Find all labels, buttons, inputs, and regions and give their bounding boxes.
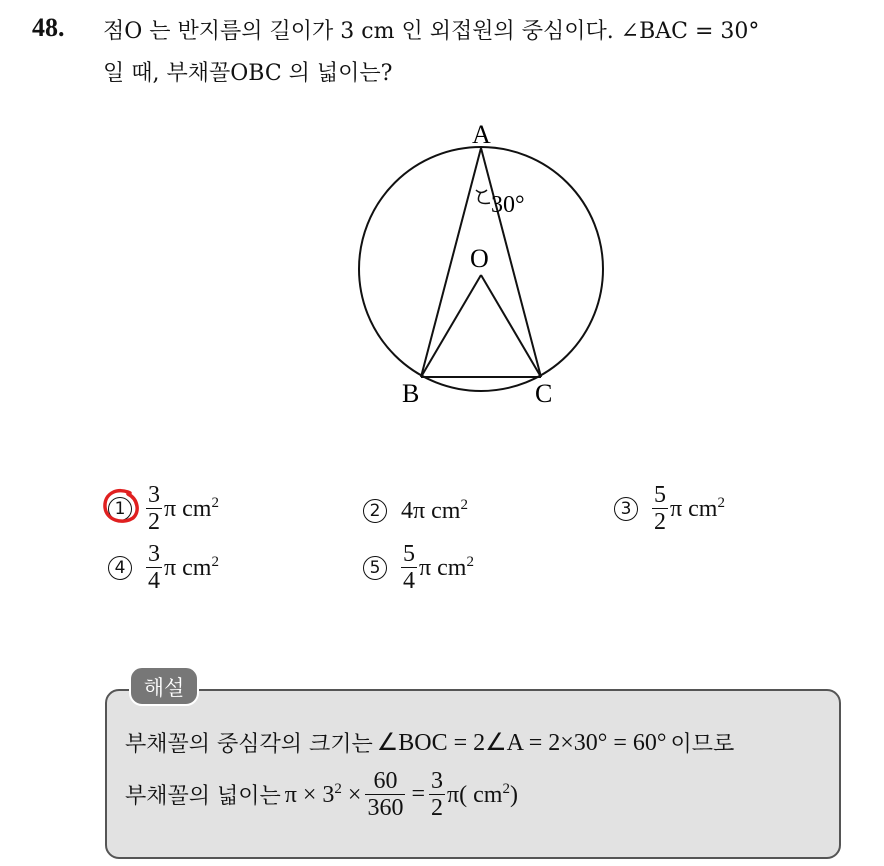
choice-number-3: 3 (614, 497, 638, 521)
choice-4-unit: π $cm^2$ (164, 553, 219, 581)
choice-5-unit: π $cm^2$ (419, 553, 474, 581)
angle-label: 30° (491, 192, 525, 218)
choice-number-5: 5 (363, 556, 387, 580)
solution-fraction-3-2: $\frac{3}{2}$ (431, 768, 444, 821)
question-text-line1: 점O 는 반지름의 길이가 3 cm 인 외접원의 중심이다. ∠BAC = 30° (103, 19, 760, 44)
choice-3[interactable] (614, 482, 725, 535)
choice-3-unit: π $cm^2$ (670, 494, 725, 522)
choice-5[interactable] (363, 541, 474, 594)
angle-arc (476, 190, 487, 193)
question-number: 48. (32, 13, 65, 42)
solution-line-1 (125, 727, 734, 758)
choice-number-1: 1 (108, 497, 132, 521)
choice-2[interactable] (363, 497, 468, 525)
solution-tab: 해설 (129, 666, 199, 706)
choice-1-fraction: $\frac{3}{2}$ (148, 482, 160, 535)
solution-line2-expr-a: $\pi \times 3^2$ × (284, 780, 362, 808)
solution-line2-text: 부채꼴의 넓이는 (125, 784, 281, 809)
solution-equals: = (411, 781, 426, 807)
label-A: A (472, 120, 491, 149)
choice-3-fraction: $\frac{5}{2}$ (654, 482, 666, 535)
angle-pointer (478, 192, 490, 203)
circle-figure (340, 115, 630, 415)
solution-line2-expr-b: π( $cm^2$) (447, 780, 518, 808)
selected-answer-mark (100, 487, 142, 527)
choice-4-fraction: $\frac{3}{4}$ (148, 541, 160, 594)
choice-2-value: 4π $cm^2$ (401, 497, 468, 524)
label-C: C (535, 379, 553, 408)
segment-AC (481, 148, 541, 377)
choice-4[interactable] (108, 541, 219, 594)
choice-number-2: 2 (363, 499, 387, 523)
choice-5-fraction: $\frac{5}{4}$ (403, 541, 415, 594)
segment-OB (421, 275, 481, 377)
solution-line-2 (125, 768, 522, 821)
solution-line1-tail: 이므로 (670, 732, 735, 757)
solution-fraction-60-360: $\frac{60}{360}$ (367, 768, 404, 821)
segment-OC (481, 275, 541, 377)
label-B: B (402, 379, 420, 408)
choice-number-4: 4 (108, 556, 132, 580)
question-text-line2: 일 때, 부채꼴OBC 의 넓이는? (103, 61, 393, 86)
choice-1-unit: π $cm^2$ (164, 494, 219, 522)
label-O: O (470, 244, 489, 273)
solution-line1-text: 부채꼴의 중심각의 크기는 (125, 732, 373, 757)
solution-line1-expr: ∠BOC = 2∠A = 2×30° = 60° (376, 730, 667, 756)
